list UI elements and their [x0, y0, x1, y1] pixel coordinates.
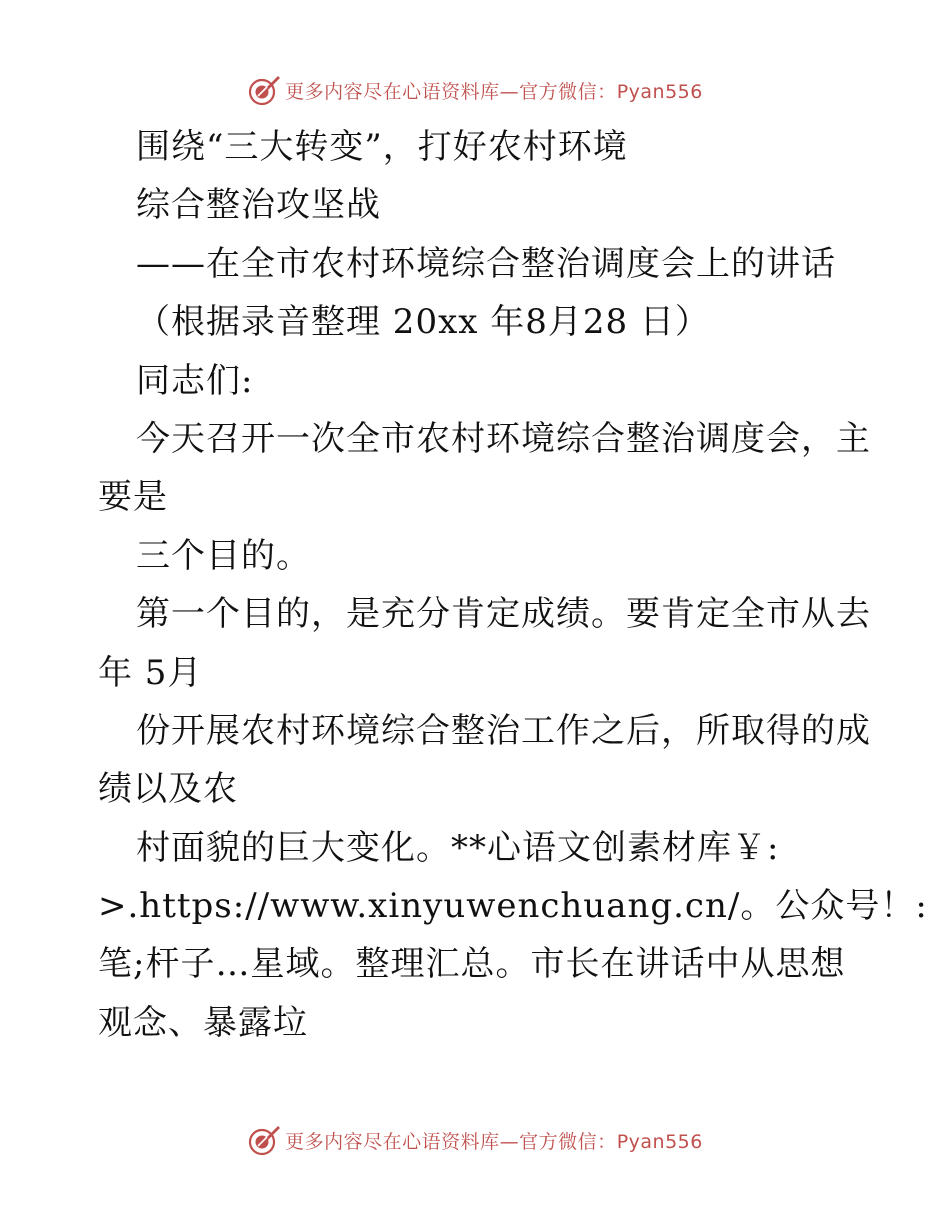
- doc-line: >.https://www.xinyuwenchuang.cn/。公众号！:: [98, 886, 928, 927]
- footer-banner-wechat-id: Pyan556: [616, 1130, 703, 1153]
- pen-logo-icon: [247, 1123, 281, 1157]
- pen-logo-icon: [247, 73, 281, 107]
- doc-line: 观念、暴露垃: [98, 1002, 308, 1043]
- header-banner-wechat-id: Pyan556: [616, 80, 703, 103]
- doc-line: 同志们:: [136, 360, 254, 401]
- doc-line: 围绕“三大转变”，打好农村环境: [136, 127, 628, 167]
- footer-banner-text: [285, 1127, 703, 1154]
- footer-banner-dash: —: [499, 1130, 520, 1153]
- header-banner-text: [285, 77, 703, 104]
- doc-line: （根据录音整理 20xx 年8月28 日）: [136, 302, 710, 343]
- doc-line: 绩以及农: [98, 769, 238, 810]
- header-banner-title: 更多内容尽在心语资料库: [285, 80, 500, 103]
- doc-line: 三个目的。: [136, 535, 311, 576]
- doc-line: 份开展农村环境综合整治工作之后，所取得的成: [136, 710, 871, 751]
- doc-line: 今天召开一次全市农村环境综合整治调度会，主: [136, 418, 871, 459]
- doc-line: 笔;杆子…星域。整理汇总。市长在讲话中从思想: [98, 944, 846, 985]
- doc-line: ——在全市农村环境综合整治调度会上的讲话: [136, 243, 836, 284]
- doc-line: 第一个目的，是充分肯定成绩。要肯定全市从去: [136, 594, 871, 635]
- footer-banner: [0, 1120, 950, 1160]
- header-banner-dash: —: [499, 80, 520, 103]
- doc-line: 年 5月: [98, 652, 203, 693]
- footer-banner-title: 更多内容尽在心语资料库: [285, 1130, 500, 1153]
- header-banner-wechat-label: 官方微信：: [519, 80, 617, 103]
- document-body: [98, 118, 928, 1052]
- header-banner: [0, 70, 950, 110]
- doc-line: 要是: [98, 477, 168, 518]
- footer-banner-wechat-label: 官方微信：: [519, 1130, 617, 1153]
- doc-line: 村面貌的巨大变化。**心语文创素材库￥:: [136, 827, 780, 868]
- doc-line: 综合整治攻坚战: [136, 185, 381, 226]
